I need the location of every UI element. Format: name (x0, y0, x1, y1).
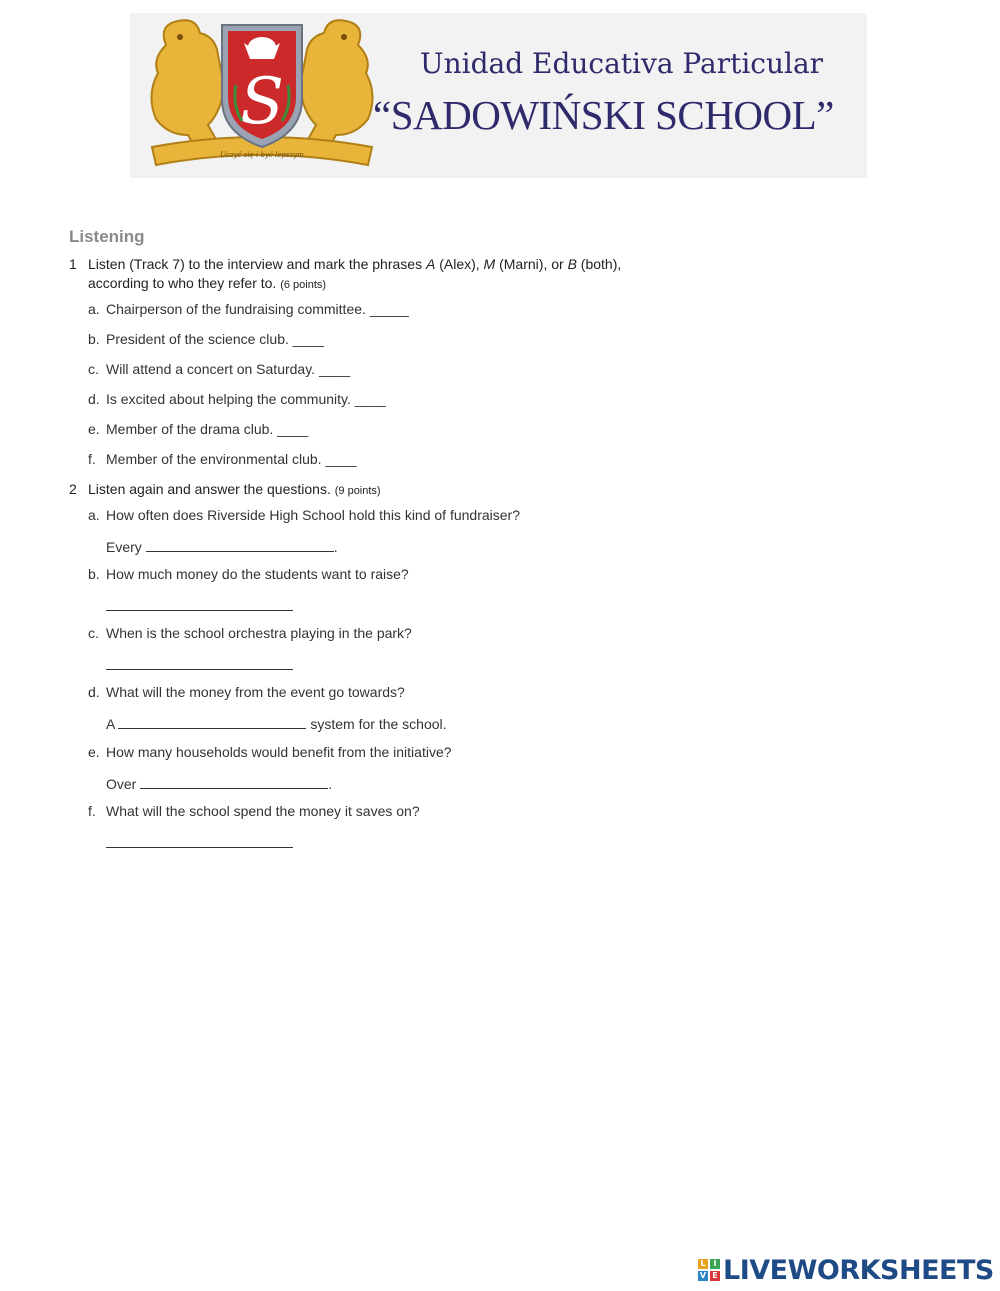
list-item[interactable]: b. President of the science club. ____ (88, 331, 324, 347)
list-item[interactable]: a. Chairperson of the fundraising committee. _____ (88, 301, 409, 317)
svg-text:S: S (240, 65, 284, 139)
section-title: Listening (69, 227, 145, 246)
question-text: Listen (Track 7) to the interview and mark the phrases A (Alex), M (Marni), or B (both), (88, 256, 622, 272)
list-item: d. What will the money from the event go towards? (88, 684, 405, 700)
school-name: “SADOWIŃSKI SCHOOL” (373, 92, 834, 138)
school-banner (130, 13, 867, 178)
svg-text:Uczyć się i być lepszym: Uczyć się i być lepszym (220, 151, 304, 159)
question-1-line2: according to who they refer to. (6 points) (88, 275, 327, 291)
liveworksheets-logo (698, 1255, 994, 1285)
answer-field[interactable]: A system for the school. (106, 716, 447, 732)
answer-field[interactable] (106, 655, 293, 673)
liveworksheets-logo-icon: L I V E (698, 1259, 720, 1281)
question-number: 1 (69, 256, 77, 272)
list-item: c. When is the school orchestra playing in the park? (88, 625, 412, 641)
question-text: Listen again and answer the questions. (9 points) (88, 481, 381, 497)
school-subtitle: Unidad Educativa Particular (420, 47, 824, 80)
points-label: (9 points) (334, 485, 381, 497)
question-number: 2 (69, 481, 77, 497)
list-item: f. What will the school spend the money it saves on? (88, 803, 420, 819)
list-item[interactable]: c. Will attend a concert on Saturday. ____ (88, 361, 351, 377)
list-item[interactable]: e. Member of the drama club. ____ (88, 421, 309, 437)
answer-field[interactable] (106, 596, 293, 614)
list-item[interactable]: d. Is excited about helping the community. ____ (88, 391, 386, 407)
points-label: (6 points) (280, 279, 327, 291)
school-crest-icon (138, 15, 386, 175)
list-item: a. How often does Riverside High School hold this kind of fundraiser? (88, 507, 521, 523)
answer-field[interactable]: Every . (106, 539, 338, 555)
answer-field[interactable]: Over . (106, 776, 333, 792)
answer-field[interactable] (106, 833, 293, 851)
list-item[interactable]: f. Member of the environmental club. ____ (88, 451, 357, 467)
list-item: e. How many households would benefit from the initiative? (88, 744, 452, 760)
logo-wordmark: LIVEWORKSHEETS (723, 1255, 994, 1286)
list-item: b. How much money do the students want to raise? (88, 566, 409, 582)
